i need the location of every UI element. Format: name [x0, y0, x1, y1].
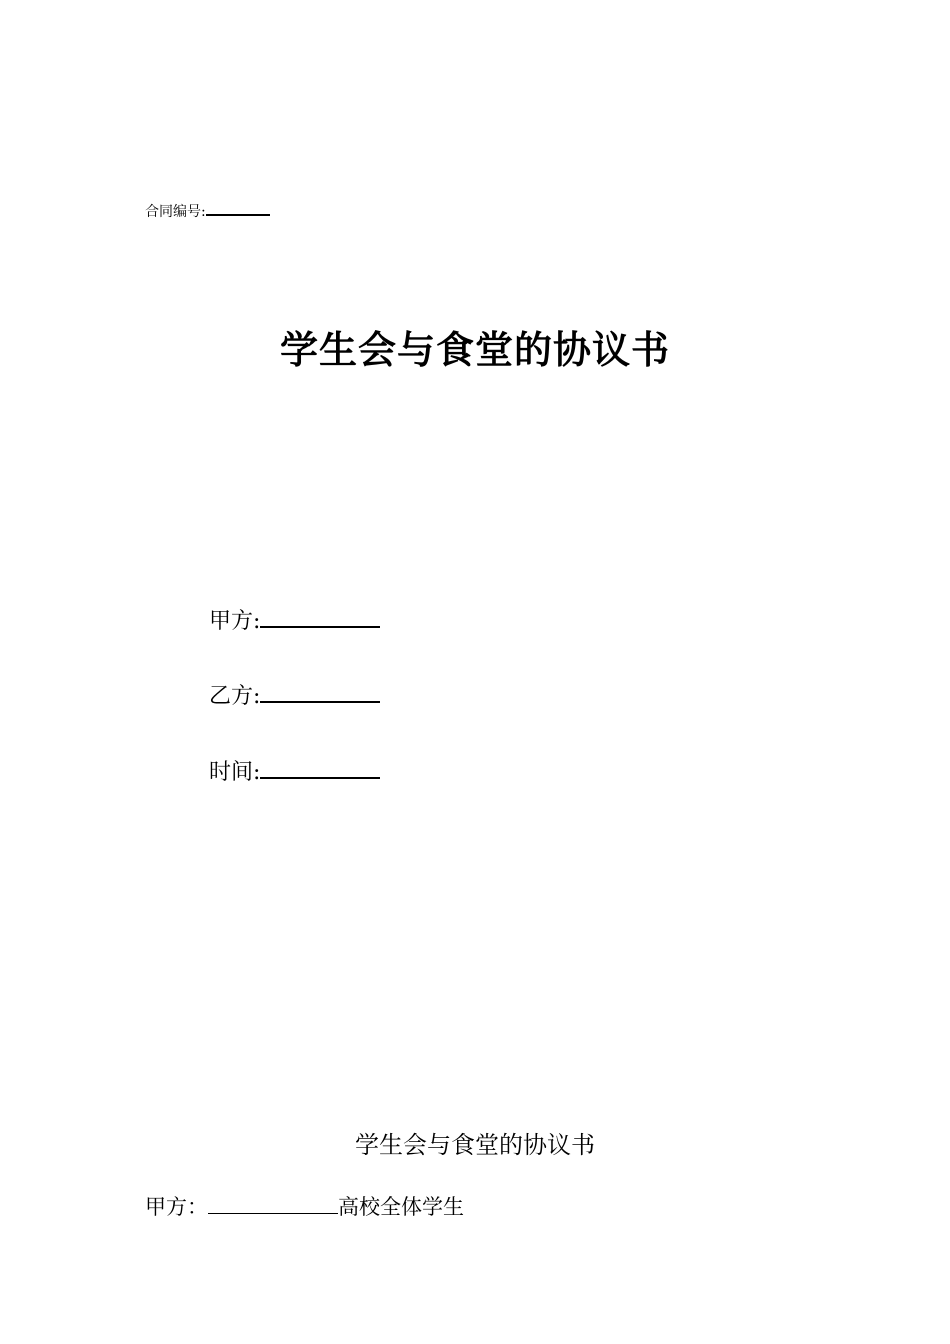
party-b-blank: [260, 681, 380, 703]
party-b-line: [209, 681, 380, 712]
party-a-label: 甲方:: [209, 609, 261, 634]
date-blank: [260, 757, 380, 779]
document-title: 学生会与食堂的协议书: [279, 328, 670, 372]
body-title: 学生会与食堂的协议书: [355, 1131, 595, 1159]
body-party-a-line: [145, 1191, 464, 1222]
contract-number-label: 合同编号:: [145, 204, 206, 220]
party-a-line: [209, 606, 380, 637]
date-label: 时间:: [209, 760, 261, 785]
party-a-blank: [260, 606, 380, 628]
body-party-a-blank: [208, 1191, 338, 1214]
party-b-label: 乙方:: [209, 684, 261, 709]
contract-number: [145, 200, 270, 222]
date-line: [209, 757, 380, 788]
contract-number-blank: [206, 200, 270, 216]
body-party-a-label: 甲方：: [145, 1195, 208, 1219]
body-party-a-value: 高校全体学生: [338, 1195, 464, 1219]
